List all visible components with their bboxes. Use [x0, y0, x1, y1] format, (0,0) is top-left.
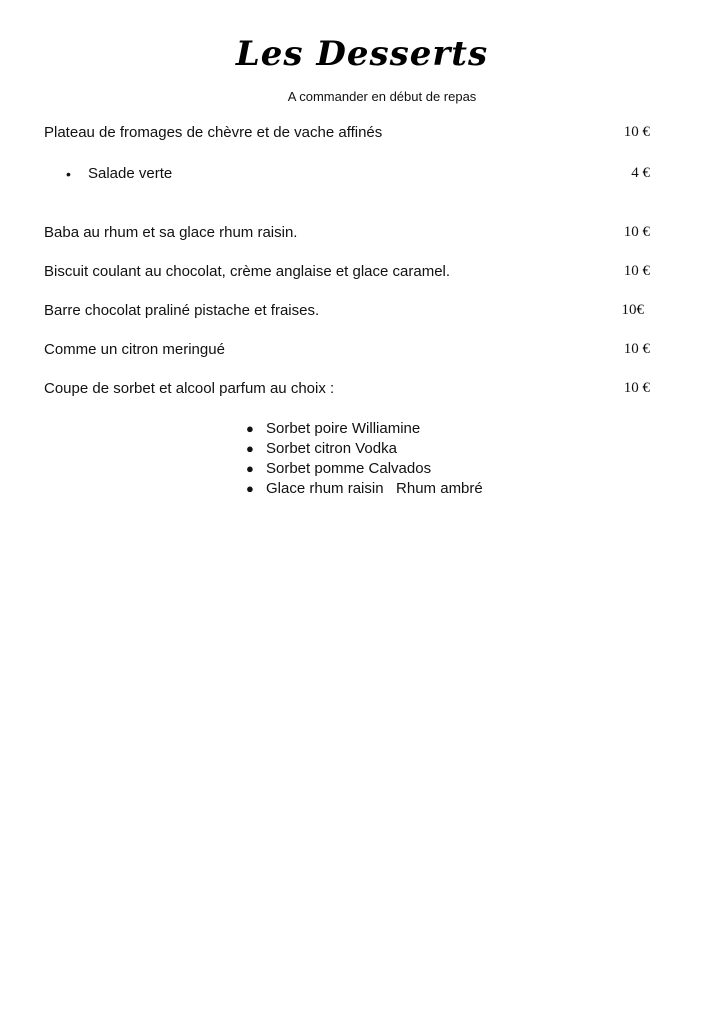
page-subtitle: A commander en début de repas: [287, 89, 477, 104]
menu-item-price: 10 €: [623, 263, 650, 279]
sorbet-choice-label: Sorbet pomme Calvados: [266, 460, 432, 477]
menu-item-name: Biscuit coulant au chocolat, crème anglaise et glace caramel.: [44, 263, 451, 280]
menu-item-citron-meringue: [44, 341, 650, 361]
menu-item-price: 4 €: [631, 165, 650, 181]
list-item: [246, 439, 483, 459]
menu-item-name: Coupe de sorbet et alcool parfum au choix :: [44, 380, 335, 397]
bullet-icon: ●: [246, 481, 254, 496]
list-item: [246, 479, 483, 499]
list-item: [246, 459, 483, 479]
sorbet-choice-label: Sorbet citron Vodka: [266, 440, 397, 457]
menu-item-price: 10€: [621, 302, 644, 318]
page-title: Les Desserts: [235, 34, 489, 74]
menu-item-name: Baba au rhum et sa glace rhum raisin.: [44, 224, 298, 241]
menu-item-plateau-fromages: [44, 124, 650, 144]
menu-item-name: Salade verte: [88, 165, 173, 182]
bullet-icon: ●: [246, 461, 254, 476]
menu-item-price: 10 €: [623, 224, 650, 240]
list-item: [246, 419, 483, 439]
menu-item-baba-au-rhum: [44, 224, 650, 244]
menu-item-biscuit-coulant: [44, 263, 650, 283]
menu-item-price: 10 €: [623, 124, 650, 140]
bullet-icon: ●: [246, 421, 254, 436]
menu-item-price: 10 €: [623, 380, 650, 396]
menu-item-name: Barre chocolat praliné pistache et fraises.: [44, 302, 320, 319]
sorbet-choice-label: Sorbet poire Williamine: [266, 420, 421, 437]
menu-item-name: Plateau de fromages de chèvre et de vache affinés: [44, 124, 383, 141]
bullet-icon: •: [66, 166, 71, 182]
menu-item-price: 10 €: [623, 341, 650, 357]
bullet-icon: ●: [246, 441, 254, 456]
menu-item-salade-verte: [44, 165, 650, 185]
menu-item-coupe-sorbet: [44, 380, 650, 400]
sorbet-choices-list: [246, 419, 483, 499]
sorbet-choice-label: Glace rhum raisin Rhum ambré: [266, 480, 483, 497]
menu-item-name: Comme un citron meringué: [44, 341, 225, 358]
menu-item-barre-chocolat: [44, 302, 650, 322]
